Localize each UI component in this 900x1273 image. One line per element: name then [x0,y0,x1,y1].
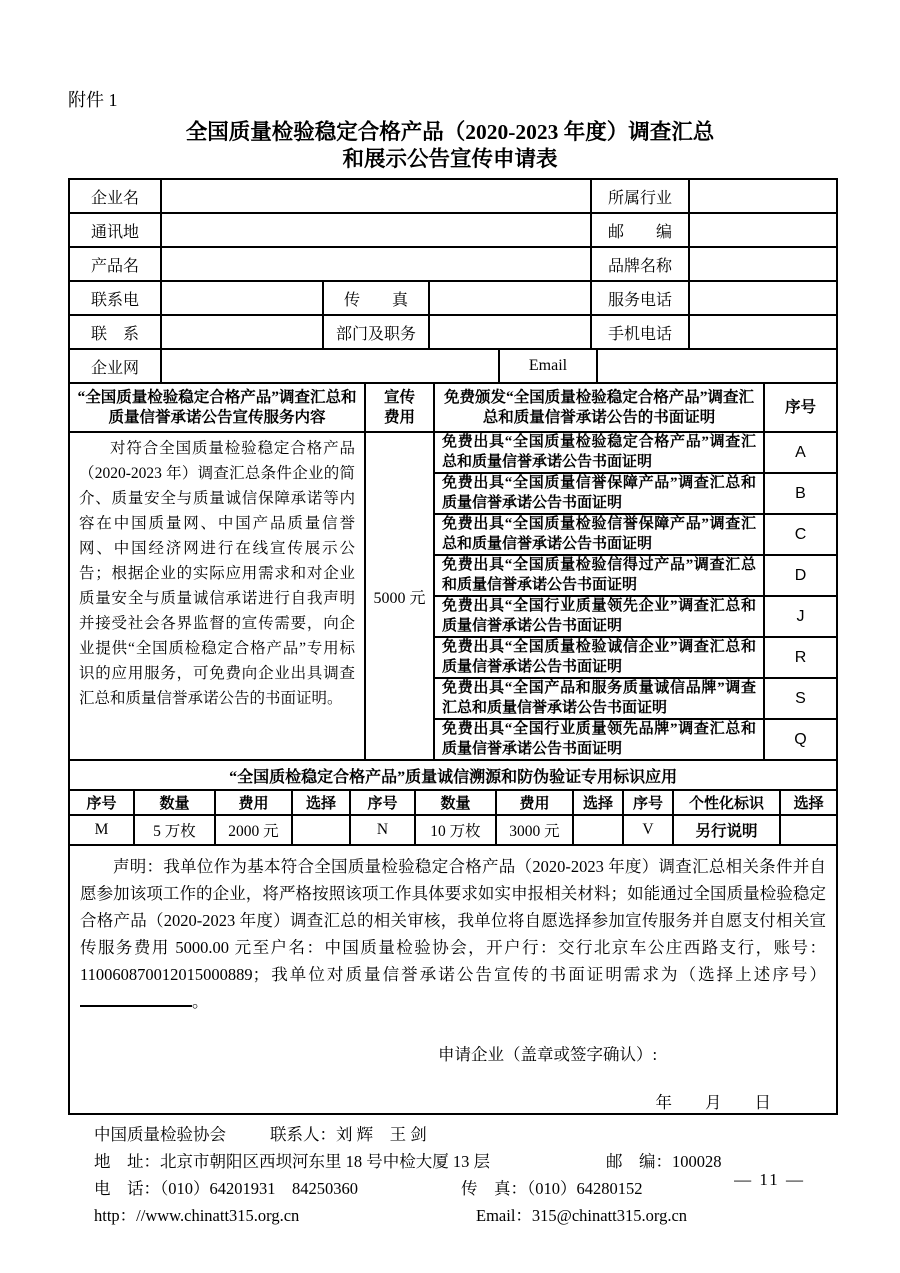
brand-value [689,247,837,281]
contact-person-label: 联 系 [69,315,161,349]
certificate-item-code: D [764,555,837,596]
attachment-label: 附件 1 [68,90,118,110]
marks-choice-m [292,815,350,845]
marks-custom-label: 另行说明 [673,815,780,845]
marks-fee-n: 3000 元 [496,815,573,845]
certificate-item-text: 免费出具“全国质量信誉保障产品”调查汇总和质量信誉承诺公告书面证明 [434,473,764,514]
certificate-item-code: A [764,432,837,473]
marks-col-header: 选择 [780,790,837,815]
marks-value-row [69,815,837,845]
address-value [161,213,591,247]
marks-serial-n: N [350,815,415,845]
serial-selection-blank [80,993,192,1007]
contact-persons: 联系人：刘 辉 王 剑 [270,1125,427,1144]
department-title-value [429,315,591,349]
website-label: 企业网 [69,349,161,383]
marks-section-table [68,759,838,846]
org-telephone: 电 话：（010）64201931 84250360 [94,1179,358,1198]
marks-col-header: 费用 [215,790,292,815]
declaration-table [68,844,838,1115]
marks-qty-n: 10 万枚 [415,815,496,845]
table-row [69,179,837,213]
phone-label: 联系电 [69,281,161,315]
signature-label: 申请企业（盖章或签字确认）: [438,1045,658,1064]
certificate-item-code: S [764,678,837,719]
postcode-value [689,213,837,247]
declaration-row [69,845,837,1114]
org-email: Email：315@chinatt315.org.cn [476,1206,688,1225]
service-fee-header: 宣传费用 [365,383,434,432]
service-phone-label: 服务电话 [591,281,689,315]
marks-header-row [69,790,837,815]
service-phone-value [689,281,837,315]
marks-choice-n [573,815,623,845]
page-title-line1: 全国质量检验稳定合格产品（2020-2023 年度）调查汇总 [185,120,715,144]
email-label: Email [499,349,597,383]
brand-label: 品牌名称 [591,247,689,281]
certificate-item-text: 免费出具“全国质量检验稳定合格产品”调查汇总和质量信誉承诺公告书面证明 [434,432,764,473]
marks-qty-m: 5 万枚 [134,815,215,845]
table-row [69,247,837,281]
certificate-header: 免费颁发“全国质量检验稳定合格产品”调查汇总和质量信誉承诺公告的书面证明 [434,383,764,432]
footer-line-web [68,1202,836,1229]
mobile-value [689,315,837,349]
marks-col-header: 序号 [69,790,134,815]
marks-fee-m: 2000 元 [215,815,292,845]
certificate-item-text: 免费出具“全国行业质量领先品牌”调查汇总和质量信誉承诺公告书面证明 [434,719,764,760]
marks-col-header: 选择 [292,790,350,815]
marks-col-header: 序号 [623,790,673,815]
serial-header: 序号 [764,383,837,432]
certificate-item-code: R [764,637,837,678]
contact-info-table [68,280,838,350]
phone-value [161,281,323,315]
company-info-table [68,178,838,282]
industry-label: 所属行业 [591,179,689,213]
fax-value [429,281,591,315]
service-header-row [69,383,837,432]
postcode-label: 邮 编 [591,213,689,247]
declaration-cell [69,845,837,1114]
table-row [69,349,837,383]
page-number: — 11 — [734,1170,805,1189]
page-title [0,119,900,173]
product-name-value [161,247,591,281]
form-body [68,178,836,1229]
marks-col-header: 序号 [350,790,415,815]
company-name-value [161,179,591,213]
certificate-item-text: 免费出具“全国质量检验信得过产品”调查汇总和质量信誉承诺公告书面证明 [434,555,764,596]
address-label: 通讯地 [69,213,161,247]
service-fee-value: 5000 元 [365,432,434,760]
certificate-item-code: J [764,596,837,637]
org-website: http：//www.chinatt315.org.cn [94,1206,300,1225]
certificate-item-text: 免费出具“全国行业质量领先企业”调查汇总和质量信誉承诺公告书面证明 [434,596,764,637]
org-name: 中国质量检验协会 [94,1125,226,1144]
web-email-table [68,348,838,384]
certificate-item-code: B [764,473,837,514]
footer-line-phone [68,1175,836,1202]
department-title-label: 部门及职务 [323,315,429,349]
table-row [69,213,837,247]
marks-title-row [69,760,837,790]
service-section-table [68,382,838,761]
marks-col-header: 选择 [573,790,623,815]
org-address: 地 址：北京市朝阳区西坝河东里 18 号中检大厦 13 层 [94,1152,490,1171]
certificate-item-code: Q [764,719,837,760]
table-row [69,315,837,349]
website-value [161,349,499,383]
footer-line-address [68,1148,836,1175]
certificate-item-code: C [764,514,837,555]
marks-col-header: 费用 [496,790,573,815]
org-fax: 传 真：（010）64280152 [461,1179,643,1198]
marks-col-header: 数量 [134,790,215,815]
certificate-item-text: 免费出具“全国产品和服务质量诚信品牌”调查汇总和质量信誉承诺公告书面证明 [434,678,764,719]
org-postcode: 邮 编：100028 [606,1152,722,1171]
marks-col-header: 个性化标识 [673,790,780,815]
service-content-header: “全国质量检验稳定合格产品”调查汇总和质量信誉承诺公告宣传服务内容 [69,383,365,432]
marks-serial-m: M [69,815,134,845]
date-label: 年 月 日 [655,1093,771,1112]
mobile-label: 手机电话 [591,315,689,349]
service-description: 对符合全国质量检验稳定合格产品（2020-2023 年）调查汇总条件企业的简介、质量安全与质量诚信保障承诺等内容在中国质量网、中国产品质量信誉网、中国经济网进行在线宣传展示公告；根据企业的实际应用需求和对企业质量安全与质量诚信承诺进行自我声明并接受社会各界监督的宣传需要，向企业提供“全国质检稳定合格产品”专用标识的应用服务，可免费向企业出具调查汇总和质量信誉承诺公告的书面证明。 [69,432,365,760]
certificate-item-text: 免费出具“全国质量检验诚信企业”调查汇总和质量信誉承诺公告书面证明 [434,637,764,678]
table-row [69,281,837,315]
footer-line-org [68,1121,836,1148]
page-title-line2: 和展示公告宣传申请表 [342,147,558,171]
contact-person-value [161,315,323,349]
company-name-label: 企业名 [69,179,161,213]
product-name-label: 产品名 [69,247,161,281]
declaration-text: 声明：我单位作为基本符合全国质量检验稳定合格产品（2020-2023 年度）调查汇总相关条件并自愿参加该项工作的企业，将严格按照该项工作具体要求如实申报相关材料；如能通过全国质量检验稳定合格产品（2020-2023 年度）调查汇总的相关审核，我单位将自愿选择参加宣传服务并自愿支付相关宣传服务费用 5000.00 元至户名：中国质量检验协会，开户行：交行北京车公庄西路支行，账号：110060870012015000889；我单位对质量信誉承诺公告宣传的书面证明需求为（选择上述序号）。 [80,857,826,1011]
marks-choice-v [780,815,837,845]
certificate-item-text: 免费出具“全国质量检验信誉保障产品”调查汇总和质量信誉承诺公告书面证明 [434,514,764,555]
fax-label: 传 真 [323,281,429,315]
marks-col-header: 数量 [415,790,496,815]
industry-value [689,179,837,213]
marks-serial-v: V [623,815,673,845]
email-value [597,349,837,383]
marks-section-title: “全国质检稳定合格产品”质量诚信溯源和防伪验证专用标识应用 [69,760,837,790]
service-item-row [69,432,837,473]
footer [68,1121,836,1229]
